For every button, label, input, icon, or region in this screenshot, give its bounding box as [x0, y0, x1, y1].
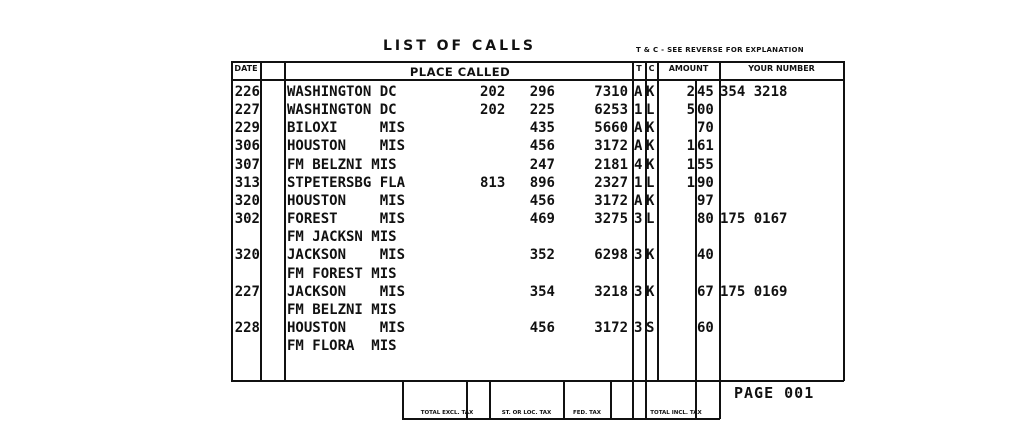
row-exchange: 247	[529, 157, 555, 173]
header-amount: AMOUNT	[668, 64, 709, 73]
row-t-code: 3	[634, 284, 643, 300]
row-exchange: 435	[529, 120, 555, 136]
row-amount-dollars: 5	[686, 102, 695, 118]
row-area-code: 813	[480, 175, 506, 191]
row-place: FM FLORA MIS	[287, 338, 397, 354]
header-date: DATE	[234, 64, 258, 73]
row-amount-dollars: 1	[686, 175, 695, 191]
row-place: FM BELZNI MIS	[287, 302, 397, 318]
row-amount-cents: 90	[697, 175, 714, 191]
row-area-code: 202	[480, 84, 506, 100]
row-c-code: K	[646, 120, 655, 136]
footer-total-excl-tax: TOTAL EXCL. TAX	[420, 410, 474, 416]
row-line-number: 3172	[594, 138, 628, 154]
row-t-code: 1	[634, 102, 643, 118]
row-c-code: K	[646, 157, 655, 173]
row-place: FM JACKSN MIS	[287, 229, 397, 245]
row-line-number: 5660	[594, 120, 628, 136]
row-place: WASHINGTON DC	[287, 102, 397, 118]
row-exchange: 354	[529, 284, 555, 300]
footer-st-loc-tax: ST. OR LOC. TAX	[501, 410, 552, 416]
row-amount-dollars: 2	[686, 84, 695, 100]
row-t-code: 3	[634, 211, 643, 227]
row-place: WASHINGTON DC	[287, 84, 397, 100]
explanation-note: T & C - SEE REVERSE FOR EXPLANATION	[636, 46, 804, 54]
row-date: 320	[234, 193, 260, 209]
row-line-number: 7310	[594, 84, 628, 100]
row-line-number: 6253	[594, 102, 628, 118]
table-bottom-border	[231, 380, 844, 382]
table-top-border	[231, 61, 844, 63]
row-t-code: 4	[634, 157, 643, 173]
row-c-code: L	[646, 102, 655, 118]
row-line-number: 2327	[594, 175, 628, 191]
row-line-number: 3275	[594, 211, 628, 227]
row-date: 228	[234, 320, 260, 336]
row-your-number: 175 0169	[720, 284, 788, 300]
row-c-code: K	[646, 84, 655, 100]
row-date: 306	[234, 138, 260, 154]
row-exchange: 352	[529, 247, 555, 263]
row-place: FM FOREST MIS	[287, 266, 397, 282]
row-c-code: L	[646, 211, 655, 227]
row-date: 307	[234, 157, 260, 173]
footer-fed-tax: FED. TAX	[573, 410, 601, 416]
row-exchange: 456	[529, 138, 555, 154]
footer-bottom-border	[402, 418, 720, 420]
row-c-code: S	[646, 320, 655, 336]
row-t-code: A	[634, 138, 643, 154]
row-c-code: K	[646, 138, 655, 154]
row-your-number: 175 0167	[720, 211, 788, 227]
row-date: 313	[234, 175, 260, 191]
row-amount-cents: 60	[697, 320, 714, 336]
page-title: LIST OF CALLS	[383, 38, 537, 54]
row-place: FM BELZNI MIS	[287, 157, 397, 173]
row-line-number: 3172	[594, 320, 628, 336]
footer-total-incl-tax: TOTAL INCL. TAX	[650, 410, 702, 416]
row-amount-cents: 40	[697, 247, 714, 263]
date-column-divider	[260, 61, 262, 381]
header-place-called: PLACE CALLED	[409, 65, 511, 79]
row-amount-cents: 55	[697, 157, 714, 173]
row-amount-cents: 61	[697, 138, 714, 154]
header-bottom-border	[231, 79, 844, 81]
row-area-code: 202	[480, 102, 506, 118]
table-right-border	[843, 61, 845, 381]
row-place: HOUSTON MIS	[287, 320, 406, 336]
row-exchange: 469	[529, 211, 555, 227]
row-t-code: 3	[634, 247, 643, 263]
row-amount-cents: 45	[697, 84, 714, 100]
row-exchange: 456	[529, 193, 555, 209]
row-c-code: K	[646, 247, 655, 263]
row-date: 320	[234, 247, 260, 263]
header-your-number: YOUR NUMBER	[748, 64, 815, 73]
row-amount-cents: 80	[697, 211, 714, 227]
row-date: 227	[234, 102, 260, 118]
row-line-number: 3172	[594, 193, 628, 209]
row-amount-cents: 97	[697, 193, 714, 209]
amount-yournumber-divider	[719, 61, 721, 419]
page-number: PAGE 001	[734, 384, 815, 402]
row-place: JACKSON MIS	[287, 284, 406, 300]
row-line-number: 6298	[594, 247, 628, 263]
row-place: STPETERSBG FLA	[287, 175, 406, 191]
row-exchange: 225	[529, 102, 555, 118]
row-exchange: 456	[529, 320, 555, 336]
row-place: JACKSON MIS	[287, 247, 406, 263]
header-c: C	[648, 64, 655, 73]
row-amount-dollars: 1	[686, 157, 695, 173]
row-exchange: 296	[529, 84, 555, 100]
row-place: HOUSTON MIS	[287, 193, 406, 209]
row-your-number: 354 3218	[720, 84, 788, 100]
row-amount-dollars: 1	[686, 138, 695, 154]
row-exchange: 896	[529, 175, 555, 191]
row-t-code: 1	[634, 175, 643, 191]
row-c-code: K	[646, 284, 655, 300]
row-place: FOREST MIS	[287, 211, 406, 227]
date-place-divider	[284, 61, 286, 381]
table-left-border	[231, 61, 233, 381]
row-c-code: L	[646, 175, 655, 191]
c-amount-divider	[657, 61, 659, 381]
row-c-code: K	[646, 193, 655, 209]
row-place: BILOXI MIS	[287, 120, 406, 136]
row-amount-cents: 67	[697, 284, 714, 300]
row-date: 229	[234, 120, 260, 136]
row-date: 226	[234, 84, 260, 100]
row-t-code: A	[634, 193, 643, 209]
row-amount-cents: 00	[697, 102, 714, 118]
row-t-code: A	[634, 120, 643, 136]
header-t: T	[636, 64, 642, 73]
row-line-number: 2181	[594, 157, 628, 173]
row-date: 302	[234, 211, 260, 227]
row-date: 227	[234, 284, 260, 300]
row-t-code: A	[634, 84, 643, 100]
row-t-code: 3	[634, 320, 643, 336]
row-amount-cents: 70	[697, 120, 714, 136]
row-line-number: 3218	[594, 284, 628, 300]
row-place: HOUSTON MIS	[287, 138, 406, 154]
